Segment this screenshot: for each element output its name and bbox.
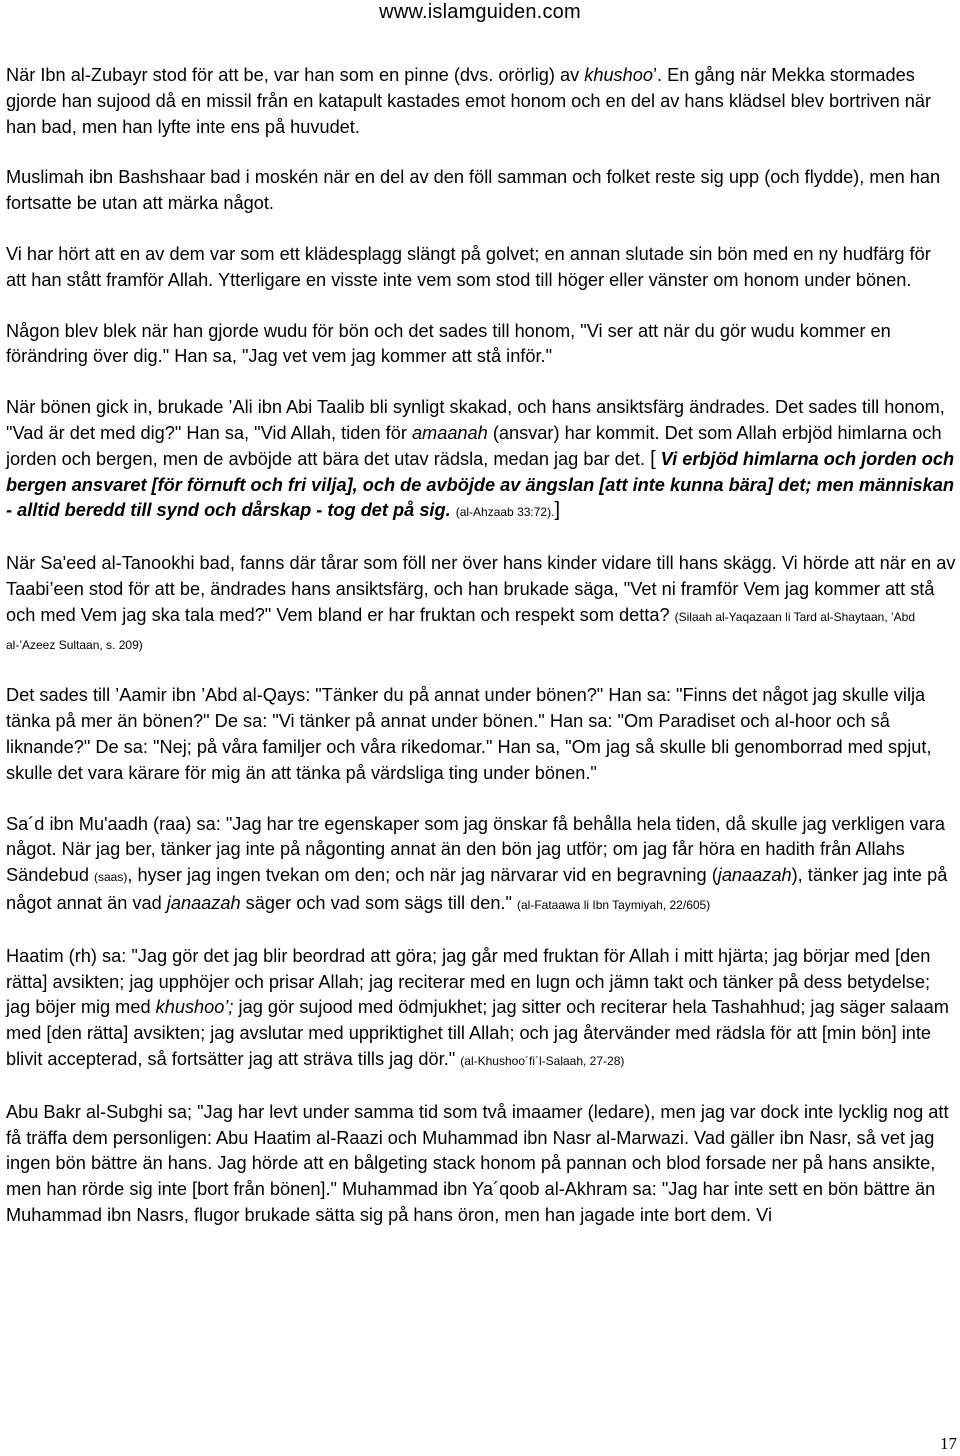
site-url: www.islamguiden.com bbox=[379, 1, 581, 23]
page-header bbox=[0, 0, 960, 24]
text-run: Haatim (rh) sa: "Jag gör det jag blir beordrad att göra; jag går med fruktan för Allah i mitt hjärta; jag börjar med [den rätta] avsikten; jag upphöjer och prisar Allah; jag reciterar med en lugn och jämn takt och tänker på dess betydelse; jag böjer mig med bbox=[6, 945, 931, 1018]
text-run: När Sa'eed al-Tanookhi bad, fanns där tårar som föll ner över hans kinder vidare till hans skägg. Vi hörde att när en av Taabi’een stod för att be, ändrades hans ansiktsfärg, och han brukade säga, "Vet ni framför Vem jag kommer att stå och med Vem jag ska tala med?" Vem bland er har fruktan och respekt som detta? bbox=[6, 553, 956, 625]
italic-term: khushoo’; bbox=[155, 997, 234, 1018]
italic-term: amaanah bbox=[411, 422, 488, 443]
saas-mark: (saas) bbox=[94, 870, 128, 885]
paragraph-haatim bbox=[6, 944, 956, 1075]
text-run: ’. En gång när Mekka stormades gjorde han sujood då en missil från en katapult kastades emot honom och en del av hans klädsel blev bortriven när han bad, men han lyfte inte ens på huvudet. bbox=[6, 65, 932, 137]
text-run: När Ibn al-Zubayr stod för att be, var han som en pinne (dvs. orörlig) av bbox=[6, 65, 585, 85]
document-body bbox=[6, 63, 956, 1254]
paragraph-wudu: Någon blev blek när han gjorde wudu för bön och det sades till honom, "Vi ser att när du gör wudu kommer en förändring över dig." Han sa, "Jag vet vem jag kommer att stå inför." bbox=[6, 320, 891, 367]
citation: (al-Fataawa li Ibn Taymiyah, 22/605) bbox=[517, 897, 711, 912]
citation: (Silaah al-Yaqazaan li Tard al-Shaytaan, ’Abd al-’Azeez Sultaan, s. 209) bbox=[6, 609, 916, 652]
text-run: ), tänker jag inte på något annat än vad bbox=[6, 865, 948, 913]
page-number: 17 bbox=[940, 1434, 957, 1453]
paragraph-abu-bakr: Abu Bakr al-Subghi sa; "Jag har levt under samma tid som två imaamer (ledare), men jag var dock inte lycklig nog att få träffa dem personligen: Abu Haatim al-Raazi och Muhammad ibn Nasr al-Marwazi. Vad gäller ibn Nasr, så vet jag ingen bön bättre än hans. Jag hörde att en bålgeting stack honom på pannan och blod forsade ner på hans ansikte, men han rörde sig inte [bort från bönen]." Muhammad ibn Ya´qoob al-Akhram sa: "Jag har inte sett en bön bättre än Muhammad ibn Nasrs, flugor brukade sätta sig på hans öron, men han jagade inte bort dem. Vi bbox=[6, 1101, 949, 1225]
text-run: (ansvar) har kommit. Det som Allah erbjöd himlarna och jorden och bergen, men de avböjde att bära det utav rädsla, medan jag bar det. bbox=[6, 422, 942, 469]
text-run: Sa´d ibn Mu'aadh (raa) sa: "Jag har tre egenskaper som jag önskar få behålla hela tiden, då skulle jag verkligen vara något. När jag ber, tänker jag inte på någonting annat än den bön jag utför; om jag får höra en hadith från Allahs Sändebud bbox=[6, 813, 946, 886]
italic-term: janaazah bbox=[717, 865, 792, 886]
text-run: säger och vad som sägs till den." bbox=[240, 892, 517, 913]
paragraph-heard: Vi har hört att en av dem var som ett klädesplagg slängt på golvet; en annan slutade sin bön med en ny hudfärg för att han stått framför Allah. Ytterligare en visste inte vem som stod till höger eller vänster om honom under bönen. bbox=[6, 243, 931, 290]
citation: (al-Khushoo´fi´l-Salaah, 27-28) bbox=[460, 1053, 625, 1068]
text-run: När bönen gick in, brukade ’Ali ibn Abi Taalib bli synligt skakad, och hans ansiktsfärg ändrades. Det sades till honom, "Vad är det med dig?" Han sa, "Vid Allah, tiden för bbox=[6, 397, 945, 443]
paragraph-muslimah: Muslimah ibn Bashshaar bad i moskén när en del av den föll samman och folket reste sig upp (och flydde), men han fortsatte be utan att märka något. bbox=[6, 167, 941, 214]
text-run: jag gör sujood med ödmjukhet; jag sitter och reciterar hela Tashahhud; jag säger salaam med [den rätta] avsikten; jag avslutar med uppriktighet till Allah; och jag återvänder med rädsla för att [min bön] inte blivit accepterad, så fortsätter jag att sträva tills jag dör." bbox=[6, 997, 949, 1069]
paragraph-ali bbox=[6, 395, 956, 526]
close-bracket: ] bbox=[554, 499, 560, 522]
italic-term: khushoo bbox=[584, 65, 653, 85]
open-bracket: [ bbox=[650, 447, 656, 470]
citation: (al-Ahzaab 33:72). bbox=[455, 505, 555, 520]
quran-quote: Vi erbjöd himlarna och jorden och bergen ansvaret [för förnuft och fri vilja], och de avböjde av ängslan [att inte kunna bära] det; men människan - alltid beredd till synd och dårskap - tog det på sig. bbox=[6, 448, 955, 521]
text-run: , hyser jag ingen tvekan om den; och när jag närvarar vid en begravning ( bbox=[127, 865, 718, 886]
paragraph-ibn-al-zubayr bbox=[6, 63, 956, 140]
paragraph-saeed bbox=[6, 551, 956, 658]
paragraph-aamir: Det sades till ’Aamir ibn ’Abd al-Qays: "Tänker du på annat under bönen?" Han sa: "Finns det något jag skulle vilja tänka på mer än bönen?" De sa: "Vi tänker på annat under bönen." Han sa: "Om Paradiset och al-hoor och så liknande?" De sa: "Nej; på våra familjer och våra rikedomar." Han sa, "Om jag så skulle bli genomborrad med spjut, skulle det vara kärare för mig än att tänka på värdsliga ting under bönen." bbox=[6, 685, 932, 783]
paragraph-sad bbox=[6, 812, 956, 919]
italic-term: janaazah bbox=[166, 892, 241, 913]
